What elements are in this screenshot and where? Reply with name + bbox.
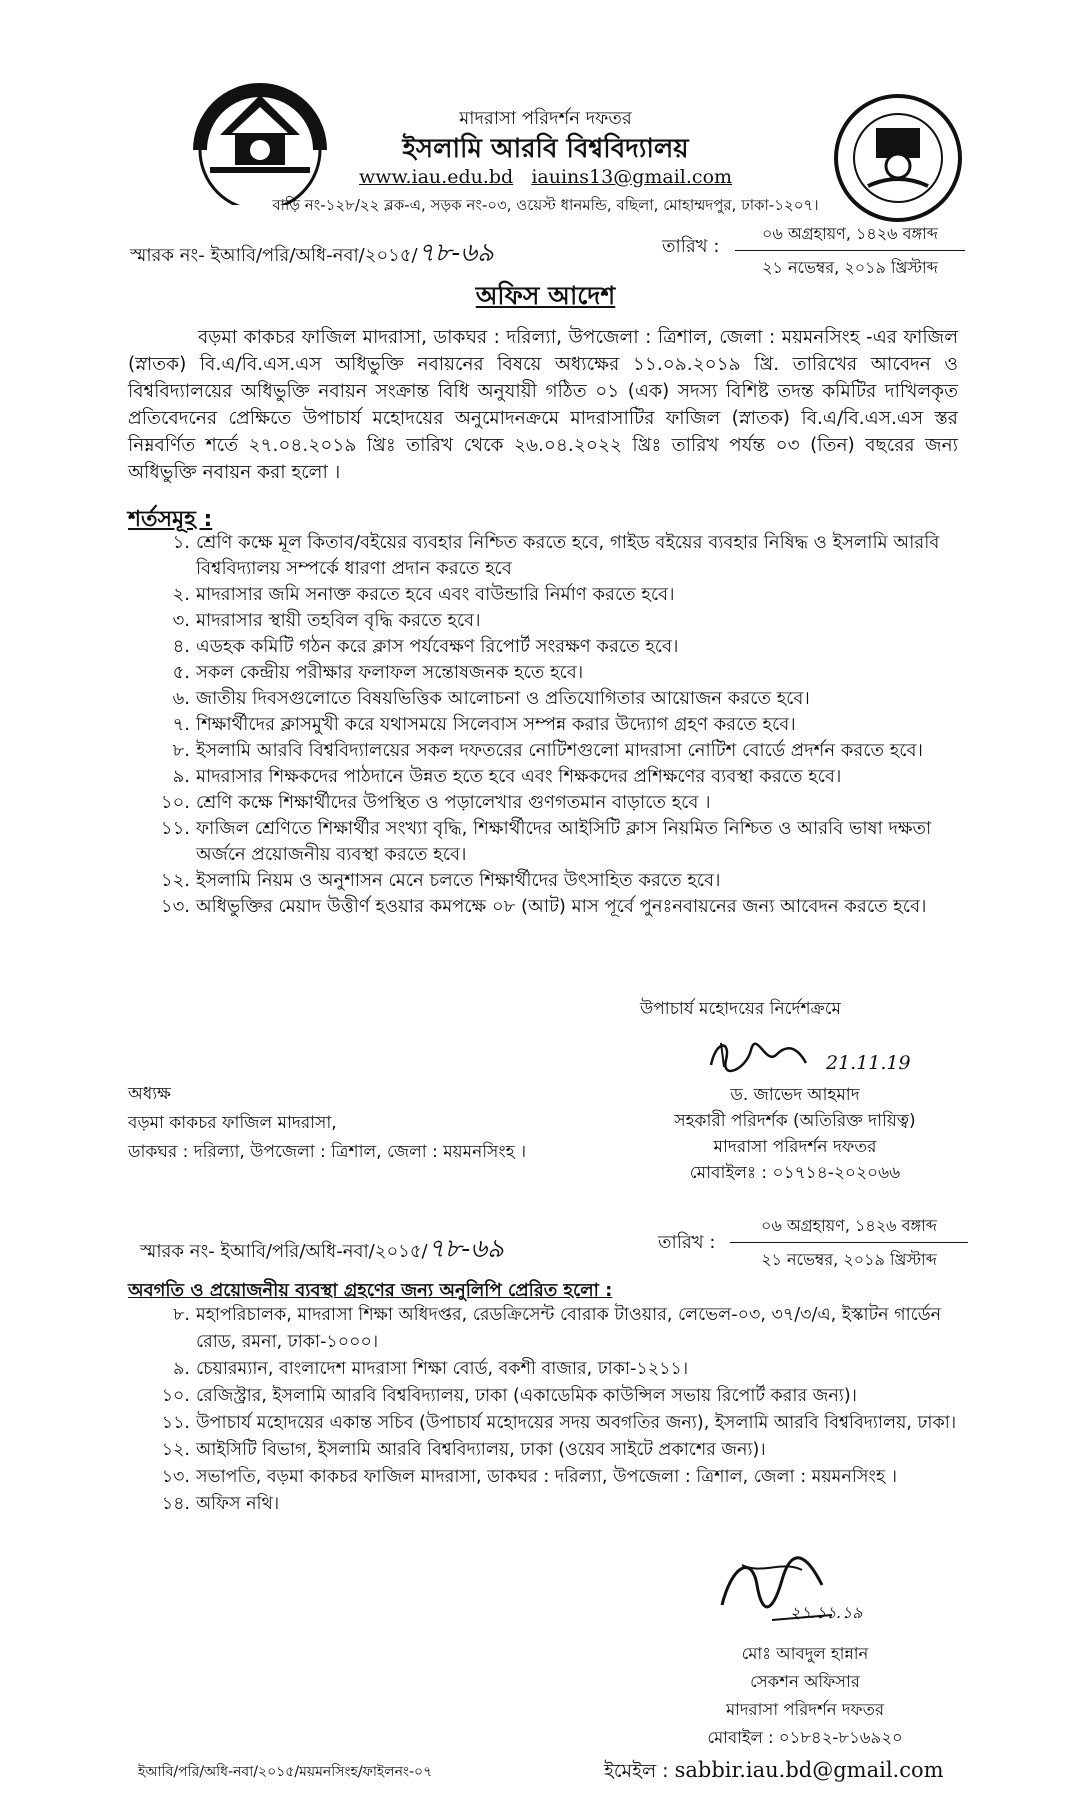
list-item: ৫. সকল কেন্দ্রীয় পরীক্ষার ফলাফল সন্তোষজনক হতে হবে।: [172, 662, 584, 683]
recipient-address: [128, 1080, 526, 1167]
contact-line: [0, 166, 1091, 188]
page-title: অফিস আদেশ: [475, 281, 616, 310]
signature-image: [706, 1035, 826, 1075]
signatory-office: মাদরাসা পরিদর্শন দফতর: [725, 1700, 885, 1719]
memo-reference: [130, 232, 650, 276]
university-name: ইসলামি আরবি বিশ্ববিদ্যালয়: [402, 134, 689, 164]
recipient-institution: বড়মা কাকচর ফাজিল মাদরাসা,: [128, 1113, 337, 1133]
date-block: [735, 221, 965, 282]
signatory-name: মোঃ আবদুল হান্নান: [741, 1644, 869, 1663]
recipient-title: অধ্যক্ষ: [128, 1084, 171, 1104]
header-address: বাড়ি নং-১২৮/২২ ব্লক-এ, সড়ক নং-০৩, ওয়েস্ট ধানমন্ডি, বছিলা, মোহাম্মদপুর, ঢাকা-১২০৭।: [272, 196, 819, 214]
date-block-2: [730, 1213, 968, 1274]
conditions-list: [158, 530, 968, 920]
website-link[interactable]: www.iau.edu.bd: [358, 166, 514, 188]
list-item: ৮. মহাপরিচালক, মাদরাসা শিক্ষা অধিদপ্তর, রেডক্রিসেন্ট বোরাক টাওয়ার, লেভেল-০৩, ৩৭/৩/এ, ইস্কাটন গার্ডেন রোড, রমনা, ঢাকা-১০০০।: [173, 1305, 942, 1352]
signatory-designation: সেকশন অফিসার: [750, 1672, 860, 1691]
list-item: ১২. আইসিটি বিভাগ, ইসলামি আরবি বিশ্ববিদ্যালয়, ঢাকা (ওয়েব সাইটে প্রকাশের জন্য)।: [161, 1440, 766, 1460]
list-item: ১০. রেজিস্ট্রার, ইসলামি আরবি বিশ্ববিদ্যালয়, ঢাকা (একাডেমিক কাউন্সিল সভায় রিপোর্ট করার জন্য)।: [161, 1386, 857, 1406]
list-item: ১৩. সভাপতি, বড়মা কাকচর ফাজিল মাদরাসা, ডাকঘর : দরিল্যা, উপজেলা : ত্রিশাল, জেলা : ময়মনসিংহ ।: [161, 1467, 897, 1487]
copies-list: [158, 1302, 968, 1518]
email-address[interactable]: sabbir.iau.bd@gmail.com: [674, 1758, 944, 1782]
list-item: ৬. জাতীয় দিবসগুলোতে বিষয়ভিত্তিক আলোচনা ও প্রতিযোগিতার আয়োজন করতে হবে।: [172, 688, 810, 709]
signatory-office: মাদরাসা পরিদর্শন দফতর: [713, 1137, 877, 1157]
date-english: ২১ নভেম্বর, ২০১৯ খ্রিস্টাব্দ: [762, 258, 938, 277]
signatory-mobile: মোবাইল : ০১৮৪২-৮১৬৯২০: [707, 1728, 903, 1747]
list-item: ১০. শ্রেণি কক্ষে শিক্ষার্থীদের উপস্থিত ও পড়ালেখার গুণগতমান বাড়াতে হবে ।: [160, 792, 711, 813]
memo-reference-2: [140, 1228, 660, 1272]
footer-reference: ইআবি/পরি/অধি-নবা/২০১৫/ময়মনসিংহ/ফাইলনং-০৭: [138, 1764, 433, 1780]
list-item: ৯. চেয়ারম্যান, বাংলাদেশ মাদরাসা শিক্ষা বোর্ড, বকশী বাজার, ঢাকা-১২১১।: [173, 1359, 689, 1379]
conditions-title: শর্তসমূহ :: [128, 507, 213, 532]
date-bangla: ০৬ অগ্রহায়ণ, ১৪২৬ বঙ্গাব্দ: [730, 1213, 968, 1243]
list-item: ১১. উপাচার্য মহোদয়ের একান্ত সচিব (উপাচার্য মহোদয়ের সদয় অবগতির জন্য), ইসলামি আরবি বিশ্ববিদ্যালয়, ঢাকা।: [161, 1413, 957, 1433]
list-item: ১১. ফাজিল শ্রেণিতে শিক্ষার্থীর সংখ্যা বৃদ্ধি, শিক্ষার্থীদের আইসিটি ক্লাস নিয়মিত নিশ্চিত ও আরবি ভাষা দক্ষতা অর্জনে প্রয়োজনীয় ব্যবস্থা করতে হবে।: [160, 818, 932, 865]
email-link[interactable]: iauins13@gmail.com: [531, 166, 733, 188]
signatory-name: ড. জাভেদ আহমাদ: [730, 1085, 860, 1105]
email-label: ইমেইল :: [604, 1760, 669, 1782]
signatory-email: [604, 1757, 944, 1789]
signatory-designation: সহকারী পরিদর্শক (অতিরিক্ত দায়িত্ব): [674, 1111, 916, 1131]
ref-number: ৭৮-৬৯: [427, 1234, 504, 1264]
list-item: ৩. মাদরাসার স্থায়ী তহবিল বৃদ্ধি করতে হবে।: [172, 610, 481, 631]
list-item: ১২. ইসলামি নিয়ম ও অনুশাসন মেনে চলতে শিক্ষার্থীদের উৎসাহিত করতে হবে।: [160, 870, 721, 891]
date-english: ২১ নভেম্বর, ২০১৯ খ্রিস্টাব্দ: [761, 1250, 937, 1269]
signatory-block: [640, 1082, 950, 1186]
ref-label: স্মারক নং- ইআবি/পরি/অধি-নবা/২০১৫/: [130, 245, 418, 266]
signature-date-2: ২১.১১.১৯: [790, 1603, 863, 1622]
date-bangla: ০৬ অগ্রহায়ণ, ১৪২৬ বঙ্গাব্দ: [735, 221, 965, 251]
date-label: তারিখ :: [662, 236, 720, 257]
list-item: ৯. মাদরাসার শিক্ষকদের পাঠদানে উন্নত হতে হবে এবং শিক্ষকদের প্রশিক্ষণের ব্যবস্থা করতে হবে।: [172, 766, 842, 787]
recipient-location: ডাকঘর : দরিল্যা, উপজেলা : ত্রিশাল, জেলা : ময়মনসিংহ ।: [128, 1142, 527, 1162]
body-paragraph: বড়মা কাকচর ফাজিল মাদরাসা, ডাকঘর : দরিল্যা, উপজেলা : ত্রিশাল, জেলা : ময়মনসিংহ -এর ফাজিল (স্নাতক) বি.এ/বি.এস.এস অধিভুক্তি নবায়নের বিষয়ে অধ্যক্ষের ১১.০৯.২০১৯ খ্রি. তারিখের আবেদন ও বিশ্ববিদ্যালয়ের অধিভুক্তি নবায়ন সংক্রান্ত বিধি অনুযায়ী গঠিত ০১ (এক) সদস্য বিশিষ্ট তদন্ত কমিটির দাখিলকৃত প্রতিবেদনের প্রেক্ষিতে উপাচার্য মহোদয়ের অনুমোদনক্রমে মাদরাসাটির ফাজিল (স্নাতক) বি.এ/বি.এস.এস স্তর নিম্নবর্ণিত শর্তে ২৭.০৪.২০১৯ খ্রিঃ তারিখ থেকে ২৬.০৪.২০২২ খ্রিঃ তারিখ পর্যন্ত ০৩ (তিন) বছরের জন্য অধিভুক্তি নবায়ন করা হলো ।: [128, 327, 958, 483]
signatory-block-2: [655, 1640, 955, 1752]
office-name: মাদরাসা পরিদর্শন দফতর: [459, 108, 632, 129]
list-item: ৭. শিক্ষার্থীদের ক্লাসমুখী করে যথাসময়ে সিলেবাস সম্পন্ন করার উদ্যোগ গ্রহণ করতে হবে।: [172, 714, 796, 735]
list-item: ৪. এডহক কমিটি গঠন করে ক্লাস পর্যবেক্ষণ রিপোর্ট সংরক্ষণ করতে হবে।: [172, 636, 679, 657]
list-item: ১. শ্রেণি কক্ষে মূল কিতাব/বইয়ের ব্যবহার নিশ্চিত করতে হবে, গাইড বইয়ের ব্যবহার নিষিদ্ধ ও ইসলামি আরবি বিশ্ববিদ্যালয় সম্পর্কে ধারণা প্রদান করতে হবে: [172, 532, 940, 579]
date-label-2: তারিখ :: [658, 1232, 716, 1253]
copy-title: অবগতি ও প্রয়োজনীয় ব্যবস্থা গ্রহণের জন্য অনুলিপি প্রেরিত হলো :: [128, 1280, 613, 1301]
signature-date: 21.11.19: [826, 1052, 911, 1074]
list-item: ১৩. অধিভুক্তির মেয়াদ উত্তীর্ণ হওয়ার কমপক্ষে ০৮ (আট) মাস পূর্বে পুনঃনবায়নের জন্য আবেদন করতে হবে।: [160, 896, 927, 917]
signatory-mobile: মোবাইলঃ : ০১৭১৪-২০২০৬৬: [689, 1163, 901, 1183]
list-item: ৮. ইসলামি আরবি বিশ্ববিদ্যালয়ের সকল দফতরের নোটিশগুলো মাদরাসা নোটিশ বোর্ডে প্রদর্শন করতে হবে।: [172, 740, 923, 761]
list-item: ২. মাদরাসার জমি সনাক্ত করতে হবে এবং বাউন্ডারি নির্মাণ করতে হবে।: [172, 584, 675, 605]
ref-number: ৭৮-৬৯: [417, 238, 494, 268]
ref-label: স্মারক নং- ইআবি/পরি/অধি-নবা/২০১৫/: [140, 1241, 428, 1262]
list-item: ১৪. অফিস নথি।: [161, 1494, 280, 1514]
by-order-note: উপাচার্য মহোদয়ের নির্দেশক্রমে: [640, 999, 841, 1019]
